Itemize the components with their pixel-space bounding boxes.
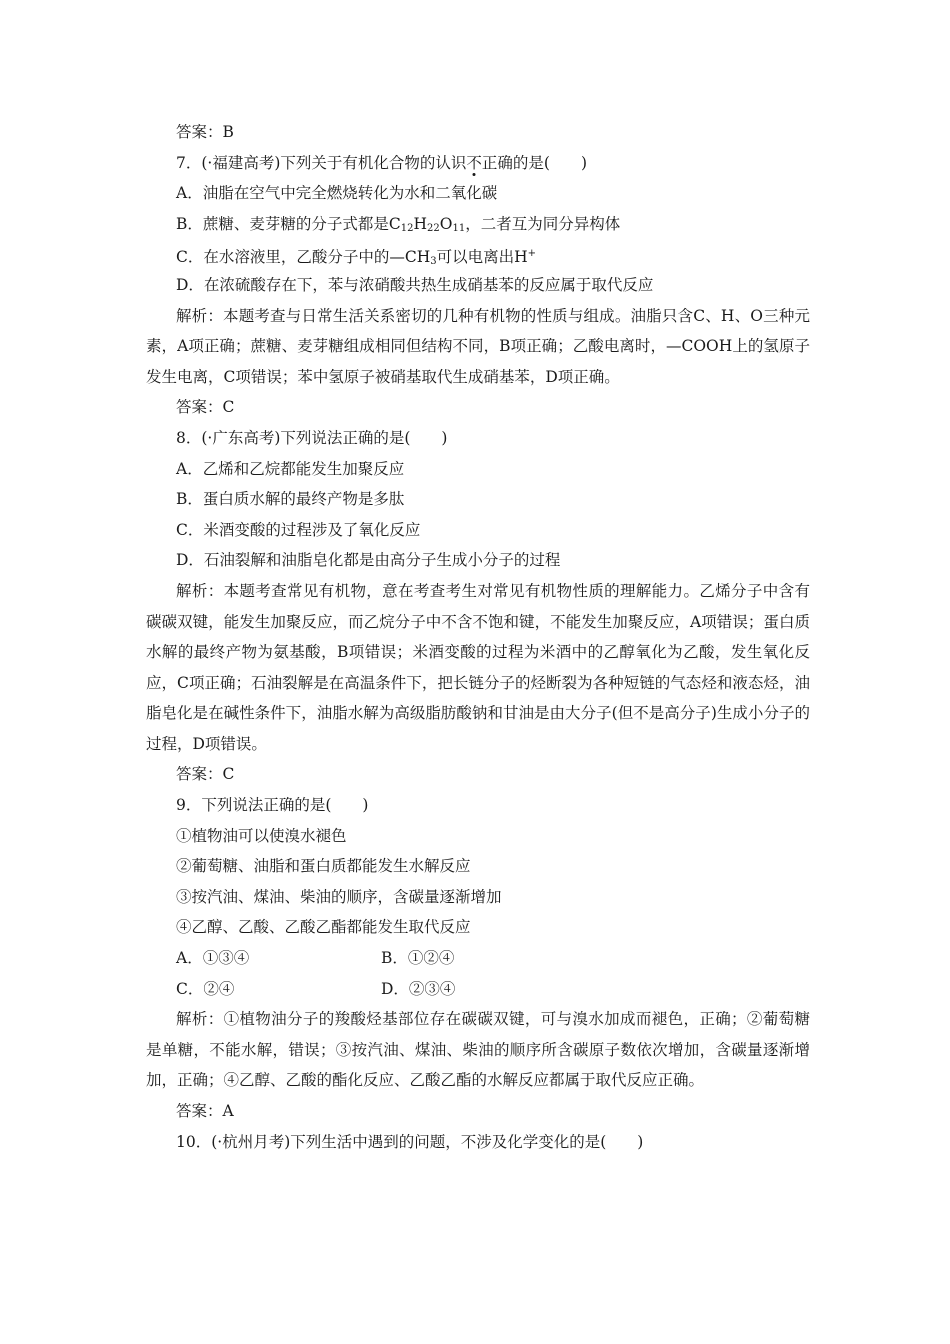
q9-option-c: C．②④	[176, 979, 235, 998]
q7-option-b-sub1: 12	[400, 222, 414, 234]
q8-option-a: A．乙烯和乙烷都能发生加聚反应	[176, 459, 405, 478]
q8-analysis: 解析：本题考查常见有机物，意在考查考生对常见有机物性质的理解能力。乙烯分子中含有碳碳双键，能发生加聚反应，而乙烷分子中不含不饱和键，不能发生加聚反应，A项错误；蛋白质水解的最终产物为氨基酸，B项错误；米酒变酸的过程为米酒中的乙醇氧化为乙酸，发生氧化反应，C项正确；石油裂解是在高温条件下，把长链分子的烃断裂为各种短链的气态烃和液态烃，油脂皂化是在碱性条件下，油脂水解为高级脂肪酸钠和甘油是由大分子(但不是高分子)生成小分子的过程，D项错误。	[146, 581, 810, 753]
q7-option-c-pre: C．在水溶液里，乙酸分子中的—CH	[176, 248, 431, 267]
q7-option-c	[146, 239, 810, 270]
q7-option-a: A．油脂在空气中完全燃烧转化为水和二氧化碳	[176, 184, 498, 203]
q7-option-b	[146, 209, 810, 240]
q9-option-b: B．①②④	[381, 949, 455, 968]
q7-option-b-mid1: H	[413, 214, 428, 233]
q10-stem: 10．(·杭州月考)下列生活中遇到的问题，不涉及化学变化的是( )	[176, 1132, 644, 1151]
q9-options-row-1	[146, 943, 810, 974]
q8-option-c: C．米酒变酸的过程涉及了氧化反应	[176, 520, 421, 539]
q7-option-b-post: ，二者互为同分异构体	[465, 214, 621, 233]
q9-analysis: 解析：①植物油分子的羧酸烃基部位存在碳碳双键，可与溴水加成而褪色，正确；②葡萄糖是单糖，不能水解，错误；③按汽油、煤油、柴油的顺序所含碳原子数依次增加，含碳量逐渐增加，正确；④乙醇、乙酸的酯化反应、乙酸乙酯的水解反应都属于取代反应正确。	[146, 1010, 810, 1090]
q8-option-d: D．石油裂解和油脂皂化都是由高分子生成小分子的过程	[176, 551, 561, 570]
q7-stem-emphasis: 不	[466, 153, 482, 172]
q9-answer: 答案：A	[176, 1102, 234, 1120]
q8-stem: 8．(·广东高考)下列说法正确的是( )	[176, 428, 448, 447]
q7-option-c-sub: 3	[430, 256, 437, 268]
q7-stem-post: 正确的是( )	[481, 153, 588, 172]
q9-item-4: ④乙醇、乙酸、乙酸乙酯都能发生取代反应	[176, 918, 471, 937]
q7-option-b-sub3: 11	[452, 222, 466, 234]
q9-item-1: ①植物油可以使溴水褪色	[176, 826, 347, 845]
q7-stem	[146, 148, 810, 179]
q8-answer: 答案：C	[176, 765, 235, 784]
q6-answer: 答案：B	[176, 123, 234, 141]
q9-option-d: D．②③④	[381, 979, 456, 998]
q7-option-d: D．在浓硫酸存在下，苯与浓硝酸共热生成硝基苯的反应属于取代反应	[176, 275, 654, 294]
q9-stem: 9．下列说法正确的是( )	[176, 796, 369, 815]
q7-option-b-mid2: O	[439, 214, 453, 233]
q7-option-c-mid: 可以电离出H	[436, 248, 528, 267]
q9-item-3: ③按汽油、煤油、柴油的顺序，含碳量逐渐增加	[176, 887, 502, 906]
q7-answer: 答案：C	[176, 398, 235, 417]
document-page	[146, 117, 810, 1157]
q9-options-row-2	[146, 974, 810, 1005]
q8-option-b: B．蛋白质水解的最终产物是多肽	[176, 490, 405, 509]
q7-option-c-sup: +	[527, 248, 537, 260]
q7-option-b-pre: B．蔗糖、麦芽糖的分子式都是C	[176, 214, 401, 233]
q9-item-2: ②葡萄糖、油脂和蛋白质都能发生水解反应	[176, 857, 471, 876]
q7-option-b-sub2: 22	[427, 222, 440, 234]
q9-option-a: A．①③④	[176, 949, 250, 968]
q7-stem-pre: 7．(·福建高考)下列关于有机化合物的认识	[176, 153, 467, 172]
q7-analysis: 解析：本题考查与日常生活关系密切的几种有机物的性质与组成。油脂只含C、H、O三种元素，A项正确；蔗糖、麦芽糖组成相同但结构不同，B项正确；乙酸电离时，—COOH上的氢原子发生电离，C项错误；苯中氢原子被硝基取代生成硝基苯，D项正确。	[146, 306, 810, 386]
